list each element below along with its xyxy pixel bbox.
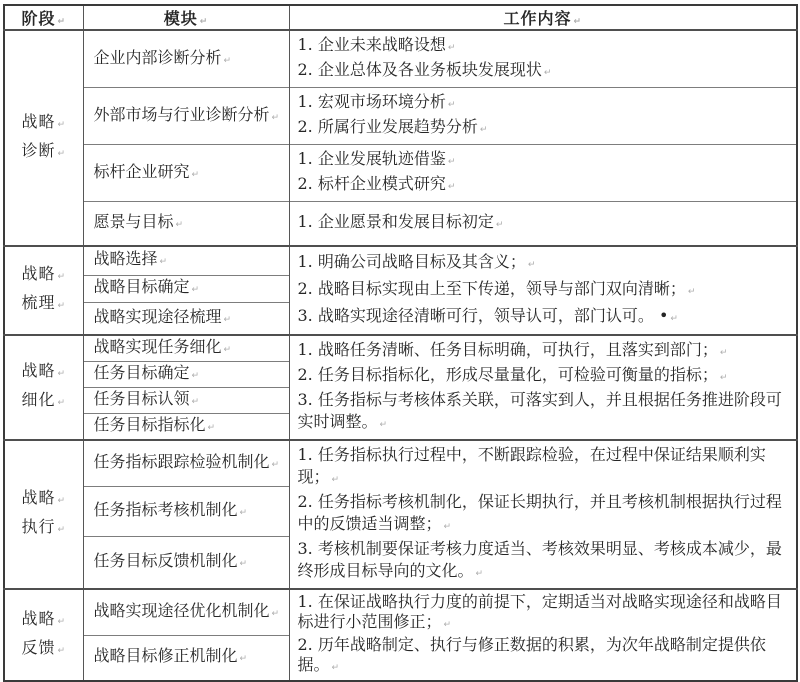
paragraph-mark-icon: ↵ bbox=[223, 344, 232, 355]
content-item: 2. 任务目标指标化，形成尽量量化，可检验可衡量的指标； ↵ bbox=[297, 364, 728, 384]
content-item: 3. 任务指标与考核体系关联，可落实到人，并且根据任务推进阶段可实时调整。 ↵ bbox=[297, 389, 782, 431]
content-item: 1. 任务指标执行过程中，不断跟踪检验，在过程中保证结果顺利实现； ↵ bbox=[297, 444, 766, 486]
module-cell: 外部市场与行业诊断分析 ↵ bbox=[83, 88, 289, 145]
module-cell: 愿景与目标 ↵ bbox=[83, 202, 289, 246]
module-cell: 战略实现途径梳理 ↵ bbox=[83, 303, 289, 335]
paragraph-mark-icon: ↵ bbox=[57, 301, 67, 311]
paragraph-mark-icon: ↵ bbox=[271, 112, 280, 123]
content-item: 3. 战略实现途径清晰可行，领导认可，部门认可。 • ↵ bbox=[297, 305, 678, 325]
content-item: 2. 企业总体及各业务板块发展现状 ↵ bbox=[297, 60, 552, 79]
paragraph-mark-icon: ↵ bbox=[57, 119, 67, 130]
paragraph-mark-icon: ↵ bbox=[379, 419, 388, 430]
module-cell: 标杆企业研究 ↵ bbox=[83, 145, 289, 202]
paragraph-mark-icon: ↵ bbox=[57, 496, 67, 506]
table-row bbox=[4, 202, 797, 246]
paragraph-mark-icon: ↵ bbox=[543, 68, 552, 78]
paragraph-mark-icon: ↵ bbox=[191, 396, 200, 407]
content-cell bbox=[289, 335, 797, 440]
table-row bbox=[4, 440, 797, 487]
module-cell: 战略目标修正机制化 ↵ bbox=[83, 636, 289, 681]
paragraph-mark-icon: ↵ bbox=[719, 347, 728, 358]
module-cell: 任务目标确定 ↵ bbox=[83, 361, 289, 387]
content-item: 2. 标杆企业模式研究 ↵ bbox=[297, 174, 456, 193]
paragraph-mark-icon: ↵ bbox=[447, 100, 456, 110]
module-cell: 任务指标考核机制化 ↵ bbox=[83, 486, 289, 536]
paragraph-mark-icon: ↵ bbox=[57, 369, 67, 379]
paragraph-mark-icon: ↵ bbox=[223, 55, 232, 66]
paragraph-mark-icon: ↵ bbox=[331, 474, 340, 485]
content-cell bbox=[289, 246, 797, 335]
paragraph-mark-icon: ↵ bbox=[223, 314, 232, 325]
paragraph-mark-icon: ↵ bbox=[331, 662, 340, 673]
paragraph-mark-icon: ↵ bbox=[199, 17, 209, 27]
strategy-phases-table bbox=[3, 4, 798, 682]
paragraph-mark-icon: ↵ bbox=[447, 157, 456, 167]
paragraph-mark-icon: ↵ bbox=[271, 608, 280, 619]
content-item: 1. 企业发展轨迹借鉴 ↵ bbox=[297, 149, 456, 168]
paragraph-mark-icon: ↵ bbox=[175, 219, 184, 230]
content-item: 1. 宏观市场环境分析 ↵ bbox=[297, 92, 456, 111]
paragraph-mark-icon: ↵ bbox=[443, 619, 452, 630]
table-row bbox=[4, 589, 797, 636]
paragraph-mark-icon: ↵ bbox=[57, 645, 67, 656]
phase-cell-refinement: 战略 ↵ 细化 ↵ bbox=[4, 335, 83, 440]
paragraph-mark-icon: ↵ bbox=[57, 525, 67, 535]
module-cell: 任务目标反馈机制化 ↵ bbox=[83, 536, 289, 588]
paragraph-mark-icon: ↵ bbox=[57, 17, 67, 27]
phase-cell-feedback: 战略 ↵ 反馈 ↵ bbox=[4, 589, 83, 681]
module-cell: 企业内部诊断分析 ↵ bbox=[83, 30, 289, 88]
paragraph-mark-icon: ↵ bbox=[479, 125, 488, 135]
content-cell bbox=[289, 30, 797, 88]
module-cell: 任务指标跟踪检验机制化 ↵ bbox=[83, 440, 289, 487]
paragraph-mark-icon: ↵ bbox=[57, 272, 67, 282]
paragraph-mark-icon: ↵ bbox=[475, 568, 484, 579]
content-item: 1. 明确公司战略目标及其含义； ↵ bbox=[297, 251, 536, 271]
phase-cell-sorting: 战略 ↵ 梳理 ↵ bbox=[4, 246, 83, 335]
content-item: 2. 任务指标考核机制化，保证长期执行，并且考核机制根据执行过程中的反馈适当调整； ↵ bbox=[297, 491, 782, 533]
paragraph-mark-icon: ↵ bbox=[239, 558, 248, 569]
paragraph-mark-icon: ↵ bbox=[719, 372, 728, 383]
module-cell: 战略选择 ↵ bbox=[83, 246, 289, 276]
paragraph-mark-icon: ↵ bbox=[57, 148, 67, 159]
content-cell bbox=[289, 145, 797, 202]
table-row bbox=[4, 335, 797, 362]
content-item: 1. 企业愿景和发展目标初定 ↵ bbox=[297, 211, 504, 231]
content-item: 1. 在保证战略执行力度的前提下，定期适当对战略实现途径和战略目标进行小范围修正； ↵ bbox=[297, 591, 782, 631]
paragraph-mark-icon: ↵ bbox=[191, 169, 200, 180]
paragraph-mark-icon: ↵ bbox=[57, 616, 67, 627]
paragraph-mark-icon: ↵ bbox=[495, 219, 504, 230]
paragraph-mark-icon: ↵ bbox=[191, 370, 200, 381]
module-cell: 任务目标指标化 ↵ bbox=[83, 413, 289, 440]
paragraph-mark-icon: ↵ bbox=[687, 286, 696, 297]
table-row bbox=[4, 246, 797, 276]
phase-cell-diagnosis: 战略 ↵ 诊断 ↵ bbox=[4, 30, 83, 246]
content-item: 2. 所属行业发展趋势分析 ↵ bbox=[297, 117, 488, 136]
content-item: 2. 战略目标实现由上至下传递，领导与部门双向清晰； ↵ bbox=[297, 278, 696, 298]
paragraph-mark-icon: ↵ bbox=[207, 422, 216, 433]
header-module: 模块 ↵ bbox=[83, 5, 289, 30]
content-item: 2. 历年战略制定、执行与修正数据的积累，为次年战略制定提供依据。 ↵ bbox=[297, 634, 766, 674]
paragraph-mark-icon: ↵ bbox=[191, 285, 200, 296]
table-header-row bbox=[4, 5, 797, 30]
content-item: 1. 战略任务清晰、任务目标明确，可执行，且落实到部门； ↵ bbox=[297, 339, 728, 359]
paragraph-mark-icon: ↵ bbox=[239, 654, 248, 665]
content-item: 1. 企业未来战略设想 ↵ bbox=[297, 35, 456, 54]
module-cell: 任务目标认领 ↵ bbox=[83, 387, 289, 413]
content-cell bbox=[289, 88, 797, 145]
module-cell: 战略实现任务细化 ↵ bbox=[83, 335, 289, 362]
table-row bbox=[4, 145, 797, 202]
content-item: 3. 考核机制要保证考核力度适当、考核效果明显、考核成本减少，最终形成目标导向的文化。 ↵ bbox=[297, 538, 782, 580]
paragraph-mark-icon: ↵ bbox=[239, 507, 248, 518]
header-content: 工作内容 ↵ bbox=[289, 5, 797, 30]
paragraph-mark-icon: ↵ bbox=[57, 398, 67, 408]
paragraph-mark-icon: ↵ bbox=[527, 259, 536, 270]
paragraph-mark-icon: ↵ bbox=[271, 459, 280, 470]
table-row bbox=[4, 30, 797, 88]
paragraph-mark-icon: ↵ bbox=[447, 43, 456, 53]
paragraph-mark-icon: ↵ bbox=[159, 257, 168, 268]
module-cell: 战略实现途径优化机制化 ↵ bbox=[83, 589, 289, 636]
phase-cell-execution: 战略 ↵ 执行 ↵ bbox=[4, 440, 83, 589]
content-cell bbox=[289, 202, 797, 246]
module-cell: 战略目标确定 ↵ bbox=[83, 275, 289, 303]
paragraph-mark-icon: ↵ bbox=[447, 182, 456, 192]
content-cell bbox=[289, 589, 797, 681]
paragraph-mark-icon: ↵ bbox=[573, 17, 583, 27]
table-row bbox=[4, 88, 797, 145]
paragraph-mark-icon: ↵ bbox=[443, 521, 452, 532]
paragraph-mark-icon: ↵ bbox=[670, 313, 678, 324]
header-phase: 阶段 ↵ bbox=[4, 5, 83, 30]
content-cell bbox=[289, 440, 797, 589]
